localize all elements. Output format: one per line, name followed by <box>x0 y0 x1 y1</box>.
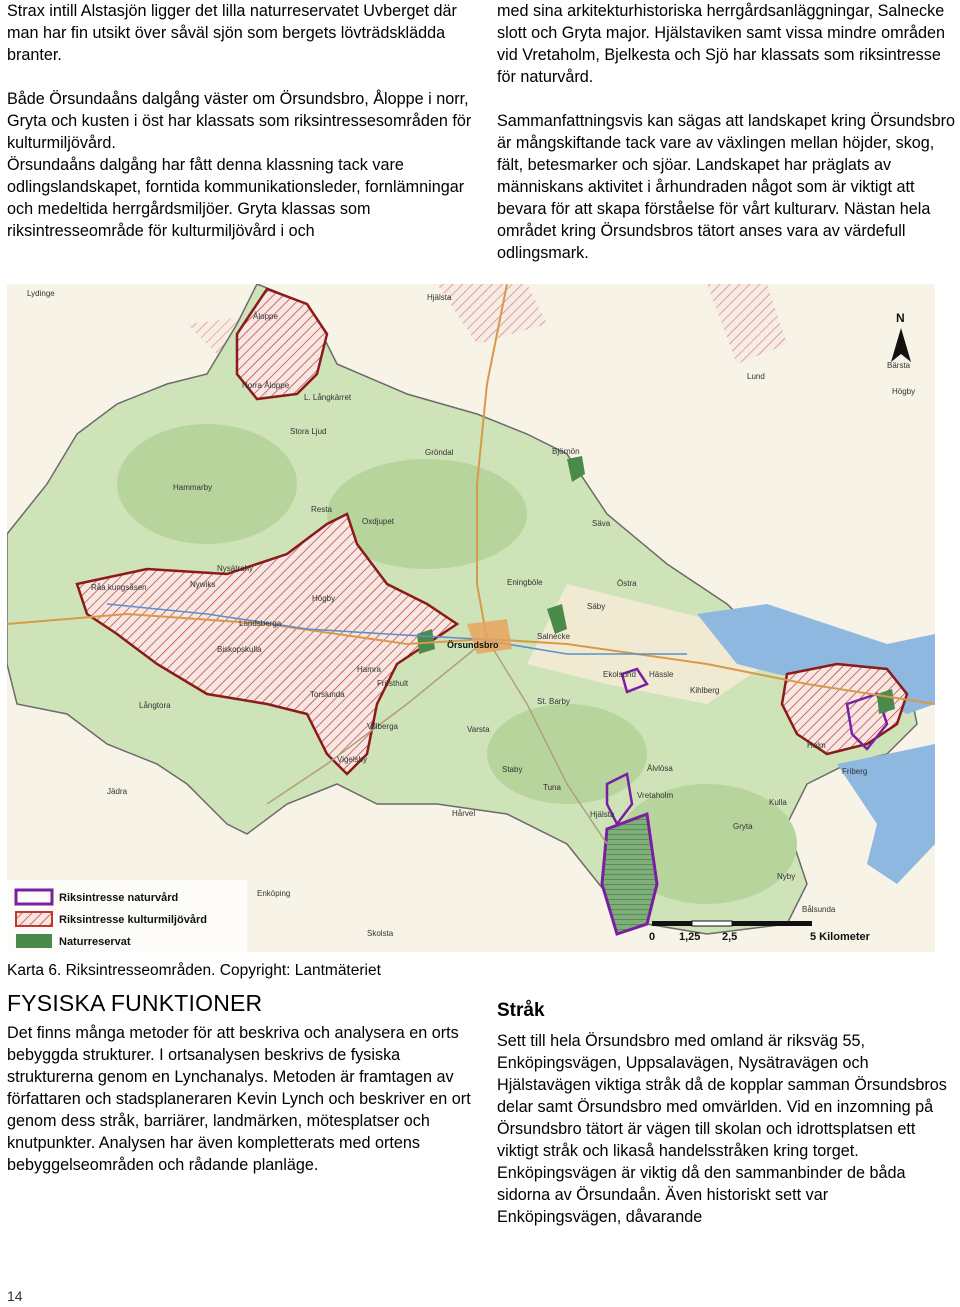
place-label: Enköping <box>257 889 291 898</box>
place-label: Eningböle <box>507 578 543 587</box>
bottom-left-column <box>7 1022 475 1176</box>
place-label: Åloppe <box>253 312 278 321</box>
place-label: Landsberga <box>239 619 282 628</box>
place-label: Gröndal <box>425 448 454 457</box>
place-label: Biskopskulla <box>217 645 262 654</box>
legend-label: Riksintresse naturvård <box>59 892 179 904</box>
place-label: Skolsta <box>367 929 394 938</box>
place-label: Gryta <box>733 822 753 831</box>
place-label: Frösthult <box>377 679 409 688</box>
place-label: Bålsunda <box>802 905 836 914</box>
place-label: Råa kungsåsen <box>91 583 147 592</box>
place-label: Hjälsta <box>427 293 452 302</box>
place-label: Tuna <box>543 783 561 792</box>
place-label: Salnecke <box>537 632 570 641</box>
place-label: St. Barby <box>537 697 570 706</box>
paragraph: Det finns många metoder för att beskriva och analysera en orts bebyggda strukturer. I ortsanalysen beskrivs de fysiska strukturerna genom en Lynchanalys. Metoden är framtagen av författaren och stadsplaneraren Kevin Lynch och beskriver en ort genom dess stråk, barriärer, landmärken, mötesplatser och knutpunkter. Analysen har även kompletterats med ortens bebyggelseområden och rådande planläge. <box>7 1024 471 1174</box>
map-figure <box>7 284 935 952</box>
place-label: L. Långkärret <box>304 393 352 402</box>
scale-label: 2,5 <box>722 931 738 943</box>
forest-patch <box>487 704 647 804</box>
legend-label: Naturreservat <box>59 936 131 948</box>
place-label: Högby <box>312 594 336 603</box>
place-label: Högby <box>892 387 916 396</box>
paragraph: Både Örsundaåns dalgång väster om Örsundsbro, Åloppe i norr, Gryta och kusten i öst har klassats som riksintressesområden för kulturmiljövård. <box>7 90 472 152</box>
place-label: Östra <box>617 579 637 588</box>
place-label: Örsundsbro <box>447 640 499 650</box>
top-left-column <box>7 0 475 242</box>
place-label: Bärsta <box>887 361 911 370</box>
legend-label: Riksintresse kulturmiljövård <box>59 914 207 926</box>
place-label: Hässle <box>649 670 674 679</box>
place-label: Hamra <box>357 665 382 674</box>
place-label: Säva <box>592 519 611 528</box>
legend-swatch-reserve <box>16 934 52 948</box>
place-label: Vretaholm <box>637 791 674 800</box>
place-label: Nyby <box>777 872 796 881</box>
top-right-column <box>497 0 960 264</box>
place-label: Hårvel <box>452 809 476 818</box>
place-label: Vigelsby <box>337 755 368 764</box>
place-label: Nysätrahy <box>217 564 254 573</box>
map-legend <box>7 880 247 952</box>
paragraph: Örsundaåns dalgång har fått denna klassning tack vare odlingslandskapet, forntida kommunikationsleder, fornlämningar och medeltida herrgårdsmiljöer. Gryta klassas som riksintresseområde för kulturmiljövård i och <box>7 156 465 240</box>
place-label: Älvlösa <box>647 764 673 773</box>
nature-zone-hjalstaviken <box>602 814 657 934</box>
paragraph: med sina arkitekturhistoriska herrgårdsanläggningar, Salnecke slott och Gryta major. Hjälstaviken samt vissa mindre områden vid Vretaholm, Bjelkesta och Sjö har klassats som riksintresse för naturvård. <box>497 2 946 86</box>
section-title: FYSISKA FUNKTIONER <box>7 990 263 1016</box>
place-label: Jädra <box>107 787 128 796</box>
place-label: Friberg <box>842 767 868 776</box>
place-label: Björnön <box>552 447 580 456</box>
north-label: N <box>896 311 905 325</box>
place-label: Staby <box>502 765 523 774</box>
paragraph: Strax intill Alstasjön ligger det lilla naturreservatet Uvberget där man har fin utsikt över såväl sjön som bergets lövträdsklädda branter. <box>7 2 457 64</box>
place-label: Norra Åloppe <box>242 381 290 390</box>
place-label: Hammarby <box>173 483 213 492</box>
place-label: Torslunda <box>310 690 345 699</box>
subheading-strak: Stråk <box>497 1000 545 1021</box>
place-label: Nywiks <box>190 580 216 589</box>
place-label: Hjälsta <box>590 810 615 819</box>
scale-label: 1,25 <box>679 931 701 943</box>
place-label: Kihlberg <box>690 686 720 695</box>
place-label: Lund <box>747 372 765 381</box>
figure-caption: Karta 6. Riksintresseområden. Copyright: Lantmäteriet <box>7 962 381 979</box>
bottom-right-column <box>497 1030 947 1228</box>
place-label: Varsta <box>467 725 490 734</box>
place-label: Stora Ljud <box>290 427 327 436</box>
page-number: 14 <box>7 1288 23 1304</box>
scale-label: 5 Kilometer <box>810 931 870 943</box>
place-label: Villberga <box>367 722 398 731</box>
paragraph: Sett till hela Örsundsbro med omland är riksväg 55, Enköpingsvägen, Uppsalavägen, Nysätravägen och Hjälstavägen viktiga stråk då de kopplar samman Örsundsbros delar samt Örsundsbro med omvärlden. Vid en inzomning på Örsundsbro tätort är vägen till skolan och idrottsplatsen ett viktigt stråk och likaså handelsstråken kring torget. Enköpingsvägen är viktig då den sammanbinder de båda sidorna av Örsundaån. Även historiskt sett var Enköpingsvägen, dåvarande <box>497 1032 947 1226</box>
scale-label: 0 <box>649 931 656 943</box>
place-label: Säby <box>587 602 606 611</box>
place-label: Ekolsund <box>603 670 636 679</box>
paragraph: Sammanfattningsvis kan sägas att landskapet kring Örsundsbro är mångskiftande tack vare av växlingen mellan höjder, skog, fält, betesmarker och sjöar. Landskapet har präglats av människans aktivitet i århundraden något som är viktigt att bevara för att skapa förståelse för vårt kulturarv. Nästan hela området kring Örsundsbros tätort anses vara av värdefull odlingsmark. <box>497 112 955 262</box>
place-label: Holm <box>807 741 826 750</box>
place-label: Resta <box>311 505 332 514</box>
legend-swatch-culture <box>16 912 52 926</box>
place-label: Oxdjupet <box>362 517 395 526</box>
place-label: Långtora <box>139 701 171 710</box>
place-label: Kulla <box>769 798 787 807</box>
riksintresse-map <box>7 284 935 952</box>
place-label: Lydinge <box>27 289 55 298</box>
